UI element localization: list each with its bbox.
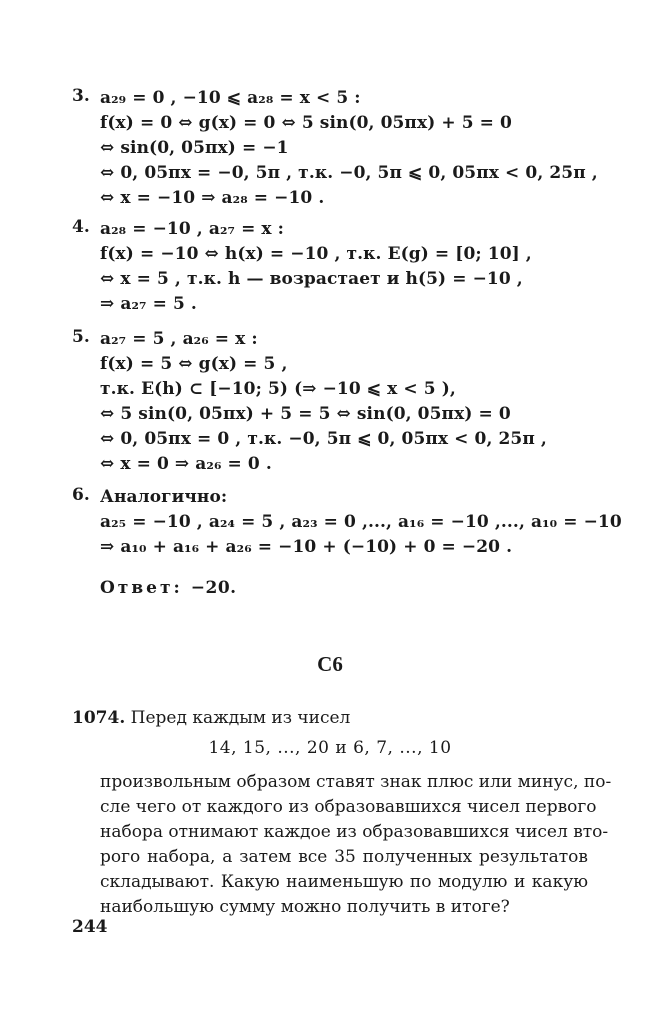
math-line: a₂₉ = 0 , −10 ⩽ a₂₈ = x < 5 :: [100, 88, 361, 108]
math-line: т.к. E(h) ⊂ [−10; 5) (⇒ −10 ⩽ x < 5 ),: [100, 379, 456, 399]
math-line: a₂₇ = 5 , a₂₆ = x :: [100, 329, 258, 349]
math-line: ⇔ x = −10 ⇒ a₂₈ = −10 .: [100, 188, 325, 208]
math-line: ⇔ 0, 05πx = 0 , т.к. −0, 5π ⩽ 0, 05πx < 0, 25π ,: [100, 429, 547, 449]
page-number: 244: [72, 917, 108, 937]
text-line: сле чего от каждого из образовавшихся чисел первого: [100, 797, 597, 817]
text-line: рого набора, а затем все 35 полученных результатов: [100, 847, 588, 867]
problem-sequence: 14, 15, ..., 20 и 6, 7, ..., 10: [208, 738, 452, 758]
math-line: f(x) = 5 ⇔ g(x) = 5 ,: [100, 354, 288, 374]
step-number: 5.: [72, 327, 90, 347]
text-line: набора отнимают каждое из образовавшихся чисел вто-: [100, 822, 609, 842]
problem-number: 1074.: [72, 708, 126, 728]
math-line: ⇔ x = 0 ⇒ a₂₆ = 0 .: [100, 454, 272, 474]
problem-heading: [72, 708, 350, 728]
section-title: С6: [317, 652, 343, 676]
math-line: ⇔ x = 5 , т.к. h — возрастает и h(5) = −10 ,: [100, 269, 523, 289]
math-line: ⇒ a₂₇ = 5 .: [100, 294, 197, 314]
math-line: ⇔ 0, 05πx = −0, 5π , т.к. −0, 5π ⩽ 0, 05πx < 0, 25π ,: [100, 163, 598, 183]
math-line: ⇒ a₁₀ + a₁₆ + a₂₆ = −10 + (−10) + 0 = −20 .: [100, 537, 513, 557]
step-number: 3.: [72, 86, 90, 106]
math-line: f(x) = 0 ⇔ g(x) = 0 ⇔ 5 sin(0, 05πx) + 5 = 0: [100, 113, 512, 133]
problem-intro: Перед каждым из чисел: [130, 708, 351, 728]
step-number: 4.: [72, 217, 90, 237]
math-line: a₂₈ = −10 , a₂₇ = x :: [100, 219, 285, 239]
text-line: произвольным образом ставят знак плюс или минус, по-: [100, 772, 612, 792]
math-line: f(x) = −10 ⇔ h(x) = −10 , т.к. E(g) = [0; 10] ,: [100, 244, 532, 264]
answer-line: [100, 578, 237, 598]
problem-text: [100, 770, 612, 920]
math-line: Аналогично:: [100, 487, 228, 507]
math-line: ⇔ 5 sin(0, 05πx) + 5 = 5 ⇔ sin(0, 05πx) = 0: [100, 404, 511, 424]
answer-value: −20.: [190, 578, 237, 598]
math-line: ⇔ sin(0, 05πx) = −1: [100, 138, 289, 158]
step-number: 6.: [72, 485, 90, 505]
math-line: a₂₅ = −10 , a₂₄ = 5 , a₂₃ = 0 ,..., a₁₆ = −10 ,..., a₁₀ = −10: [100, 512, 622, 532]
answer-label: Ответ:: [100, 578, 183, 598]
text-line: складывают. Какую наименьшую по модулю и какую: [100, 872, 588, 892]
text-line: наибольшую сумму можно получить в итоге?: [100, 897, 510, 917]
